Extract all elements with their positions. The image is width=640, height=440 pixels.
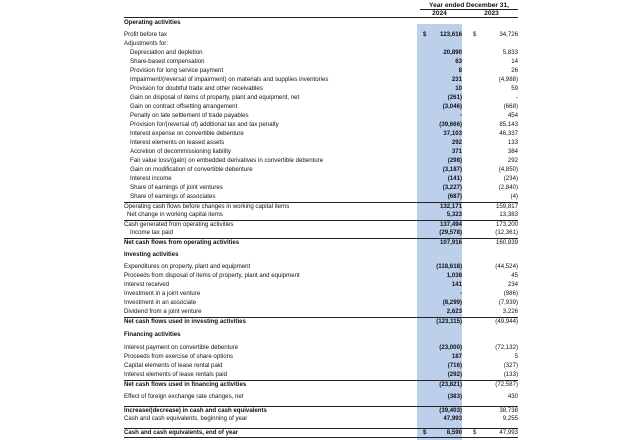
statement-row xyxy=(124,281,518,289)
value-2023: 47,993 xyxy=(499,429,518,436)
statement-row xyxy=(124,299,518,307)
value-2023: 5,833 xyxy=(502,49,518,56)
value-2023: 384 xyxy=(507,148,518,155)
statement-row xyxy=(124,415,518,423)
value-2024: 47,993 xyxy=(443,415,462,422)
statement-row xyxy=(124,308,518,316)
currency-symbol-2023: $ xyxy=(473,31,477,38)
row-label: Proceeds from disposal of items of property, plant and equipment xyxy=(124,272,300,279)
value-2023: (72,132) xyxy=(495,344,518,351)
value-2024: 137,494 xyxy=(439,221,462,228)
row-label: Capital elements of lease rental paid xyxy=(124,362,223,369)
row-label: Increase/(decrease) in cash and cash equivalents xyxy=(124,407,267,414)
value-2023: 173,200 xyxy=(495,221,518,228)
statement-row xyxy=(124,103,518,111)
statement-row xyxy=(124,371,518,379)
row-label: Expenditures on property, plant and equipment xyxy=(124,263,251,270)
statement-row xyxy=(124,121,518,129)
row-label: Interest payment on convertible debenture xyxy=(124,344,239,351)
value-2024: 132,171 xyxy=(439,203,462,210)
row-label: Net cash flows from operating activities xyxy=(124,239,240,246)
currency-symbol-2024: $ xyxy=(423,429,427,436)
value-2023: (72,587) xyxy=(495,381,518,388)
value-2024: (39,666) xyxy=(439,121,462,128)
value-2024: (3,187) xyxy=(442,166,462,173)
row-label: Income tax paid xyxy=(130,229,174,236)
row-label: Financing activities xyxy=(124,331,181,338)
value-2024: 5,323 xyxy=(446,211,462,218)
row-label: Provision for long service payment xyxy=(130,67,224,74)
section-heading xyxy=(124,251,518,259)
statement-row xyxy=(124,130,518,138)
value-2024: (687) xyxy=(447,193,462,200)
statement-row xyxy=(124,166,518,174)
statement-row xyxy=(124,49,518,57)
row-label: Gain on modification of convertible debenture xyxy=(130,166,253,173)
row-label: Interest received xyxy=(124,281,170,288)
value-2024: (3,227) xyxy=(442,184,462,191)
period-header: Year ended December 31, xyxy=(429,2,509,9)
statement-row xyxy=(124,112,518,120)
statement-row xyxy=(124,362,518,370)
value-2024: (23,000) xyxy=(439,344,462,351)
statement-row xyxy=(124,139,518,147)
value-2023: (668) xyxy=(503,103,518,110)
value-2024: (292) xyxy=(447,371,462,378)
row-label: Net change in working capital items xyxy=(127,211,223,218)
row-label: Dividend from a joint venture xyxy=(124,308,202,315)
value-2023: 133 xyxy=(507,139,518,146)
row-label: Gain on disposal of items of property, plant and equipment, net xyxy=(130,94,300,101)
header-rule xyxy=(124,17,518,18)
row-label: Investing activities xyxy=(124,251,179,258)
statement-row xyxy=(124,229,518,237)
row-label: Effect of foreign exchange rate changes, net xyxy=(124,393,244,400)
row-label: Interest elements on leased assets xyxy=(130,139,225,146)
row-label: Share of earnings of associates xyxy=(130,193,216,200)
total-row xyxy=(124,406,518,415)
value-2023: 59 xyxy=(511,85,518,92)
row-label: Depreciation and depletion xyxy=(130,49,203,56)
statement-row xyxy=(124,393,518,401)
currency-symbol-2024: $ xyxy=(423,31,427,38)
value-2023: 34,726 xyxy=(499,31,518,38)
row-label: Net cash flows used in investing activities xyxy=(124,318,246,325)
row-label: Penalty on late settlement of trade payables xyxy=(130,112,249,119)
value-2024: (716) xyxy=(447,362,462,369)
value-2024: (261) xyxy=(447,94,462,101)
row-label: Investment in an associate xyxy=(124,299,197,306)
row-label: Provision for doubtful trade and other receivables xyxy=(130,85,263,92)
value-2024: 1,038 xyxy=(446,272,462,279)
statement-row xyxy=(124,85,518,93)
value-2024: 63 xyxy=(455,58,462,65)
value-2024: - xyxy=(459,290,462,297)
statement-row xyxy=(124,94,518,102)
value-2023: (12,361) xyxy=(495,229,518,236)
value-2023: (44,524) xyxy=(495,263,518,270)
row-label: Share-based compensation xyxy=(130,58,205,65)
value-2023: (2,840) xyxy=(498,184,518,191)
value-2024: - xyxy=(459,112,462,119)
value-2023: 292 xyxy=(507,157,518,164)
value-2023: 85,143 xyxy=(499,121,518,128)
value-2024: 292 xyxy=(451,139,462,146)
statement-row xyxy=(124,31,518,39)
value-2023: 13,383 xyxy=(499,211,518,218)
value-2024: (118,618) xyxy=(436,263,462,270)
currency-symbol-2023: $ xyxy=(473,429,477,436)
row-label: Interest expense on convertible debenture xyxy=(130,130,244,137)
value-2024: 8,590 xyxy=(446,429,462,436)
statement-row xyxy=(124,184,518,192)
statement-row xyxy=(124,344,518,352)
value-2024: 123,616 xyxy=(439,31,462,38)
statement-row xyxy=(124,263,518,271)
value-2024: (23,821) xyxy=(439,381,462,388)
row-label: Share of earnings of joint ventures xyxy=(130,184,223,191)
value-2023: 160,839 xyxy=(495,239,518,246)
value-2023: 38,738 xyxy=(499,407,518,414)
row-label: Cash and cash equivalents, beginning of year xyxy=(124,415,248,422)
value-2023: 46,337 xyxy=(499,130,518,137)
total-row xyxy=(124,238,518,247)
value-2023: (327) xyxy=(503,362,518,369)
row-label: Operating cash flows before changes in working capital items xyxy=(124,203,290,210)
value-2023: (49,944) xyxy=(495,318,518,325)
row-label: Fair value loss/(gain) on embedded derivatives in convertible debenture xyxy=(130,157,324,164)
value-2023: 430 xyxy=(507,393,518,400)
value-2023: 234 xyxy=(507,281,518,288)
row-label: Net cash flows used in financing activities xyxy=(124,381,247,388)
row-label: Profit before tax xyxy=(124,31,168,38)
value-2023: 5 xyxy=(514,353,518,360)
statement-row xyxy=(124,353,518,361)
value-2023: - xyxy=(515,94,518,101)
statement-row xyxy=(124,40,518,48)
value-2024: (141) xyxy=(447,175,462,182)
statement-row xyxy=(124,175,518,183)
value-2024: (383) xyxy=(447,393,462,400)
column-header-2023: 2023 xyxy=(484,9,499,17)
row-label: Adjustments for: xyxy=(124,40,169,47)
statement-row xyxy=(124,67,518,75)
section-heading xyxy=(124,19,518,27)
row-label: Interest income xyxy=(130,175,172,182)
column-header-2024: 2024 xyxy=(432,9,447,17)
row-label: Operating activities xyxy=(124,19,181,26)
value-2023: (234) xyxy=(503,175,518,182)
value-2023: 14 xyxy=(511,58,518,65)
value-2023: (4) xyxy=(510,193,518,200)
total-row xyxy=(124,380,518,389)
row-label: Investment in a joint venture xyxy=(124,290,201,297)
value-2023: (986) xyxy=(503,290,518,297)
row-label: Gain on contract offsetting arrangement xyxy=(130,103,238,110)
statement-row xyxy=(124,157,518,165)
statement-row xyxy=(124,211,518,219)
value-2023: (7,939) xyxy=(498,299,518,306)
total-row xyxy=(124,317,518,326)
value-2024: 10 xyxy=(455,85,462,92)
row-label: Provision for/(reversal of) additional tax and tax penalty xyxy=(130,121,279,128)
value-2023: 159,817 xyxy=(495,203,518,210)
value-2024: (8,299) xyxy=(442,299,462,306)
row-label: Accretion of decommissioning liability xyxy=(130,148,231,155)
value-2024: 2,623 xyxy=(446,308,462,315)
value-2024: 107,916 xyxy=(439,239,462,246)
value-2023: (4,988) xyxy=(498,76,518,83)
value-2023: 26 xyxy=(511,67,518,74)
value-2023: 45 xyxy=(511,272,518,279)
value-2023: 9,255 xyxy=(502,415,518,422)
row-label: Cash and cash equivalents, end of year xyxy=(124,429,239,436)
statement-row xyxy=(124,58,518,66)
value-2023: (133) xyxy=(503,371,518,378)
statement-row xyxy=(124,76,518,84)
statement-row xyxy=(124,290,518,298)
row-label: Proceeds from exercise of share options xyxy=(124,353,234,360)
value-2024: 141 xyxy=(451,281,462,288)
value-2024: 187 xyxy=(451,353,462,360)
value-2023: 3,226 xyxy=(502,308,518,315)
section-heading xyxy=(124,331,518,339)
value-2023: 454 xyxy=(507,112,518,119)
value-2024: 37,103 xyxy=(443,130,462,137)
row-label: Cash generated from operating activities xyxy=(124,221,234,228)
value-2024: (29,578) xyxy=(439,229,462,236)
value-2024: 371 xyxy=(451,148,462,155)
statement-row xyxy=(124,148,518,156)
statement-row xyxy=(124,220,518,229)
value-2024: (123,115) xyxy=(436,318,462,325)
value-2023: (4,850) xyxy=(498,166,518,173)
row-label: Interest elements of lease rentals paid xyxy=(124,371,227,378)
value-2024: (39,403) xyxy=(439,407,462,414)
statement-row xyxy=(124,193,518,201)
total-row xyxy=(124,428,518,438)
value-2024: 20,890 xyxy=(443,49,462,56)
row-label: Impairment/(reversal of impairment) on materials and supplies inventories xyxy=(130,76,329,83)
value-2024: 8 xyxy=(458,67,462,74)
statement-row xyxy=(124,272,518,280)
value-2024: 231 xyxy=(451,76,462,83)
value-2024: (3,046) xyxy=(442,103,462,110)
value-2024: (298) xyxy=(447,157,462,164)
statement-row xyxy=(124,202,518,211)
